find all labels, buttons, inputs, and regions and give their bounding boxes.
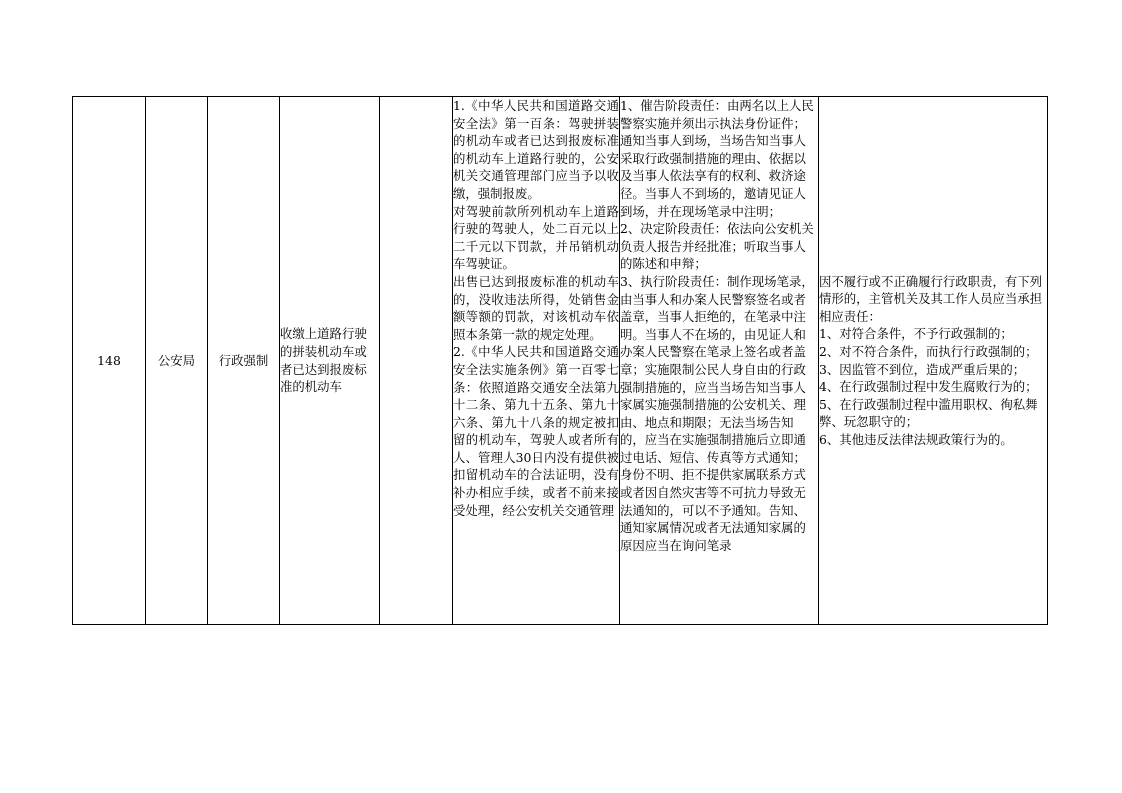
legal-basis-cell — [453, 97, 620, 625]
legal-basis-paragraph: 2.《中华人民共和国道路交通安全法实施条例》第一百零七条：依照道路交通安全法第九十二条、第九十五条、第九十六条、第九十八条的规定被扣留的机动车，驾驶人或者所有人、管理人30日内没有提供被扣留机动车的合法证明，没有补办相应手续，或者不前来接受处理，经公安机关交通管理 — [453, 344, 619, 518]
liability-paragraph: 6、其他违反法律法规政策行为的。 — [819, 431, 1013, 447]
liability-paragraph: 5、在行政强制过程中滥用职权、徇私舞弊、玩忽职守的； — [819, 396, 1038, 430]
legal-basis-paragraph: 1.《中华人民共和国道路交通安全法》第一百条：驾驶拼装的机动车或者已达到报废标准的机动车上道路行驶的，公安机关交通管理部门应当予以收缴，强制报废。 — [453, 98, 619, 201]
department-cell — [146, 97, 208, 625]
liability-paragraph: 2、对不符合条件，而执行行政强制的； — [819, 343, 1038, 359]
responsibility-table — [72, 96, 1048, 625]
sub-item-cell — [380, 97, 453, 625]
item-number-cell — [73, 97, 146, 625]
liability-paragraph: 4、在行政强制过程中发生腐败行为的； — [819, 379, 1038, 395]
liability-paragraph: 因不履行或不正确履行行政职责，有下列情形的，主管机关及其工作人员应当承担相应责任： — [819, 273, 1043, 324]
liability-paragraph: 3、因监管不到位，造成严重后果的； — [819, 361, 1026, 377]
liability-paragraph: 1、对符合条件，不予行政强制的； — [819, 326, 1013, 342]
duty-paragraph: 3、执行阶段责任：制作现场笔录，由当事人和办案人民警察签名或者盖章，当事人拒绝的，在笔录中注明。当事人不在场的，由见证人和办案人民警察在笔录上签名或者盖章；实施限制公民人身自由的行政强制措施的，应当当场告知当事人家属实施强制措施的公安机关、理由、地点和期限；无法当场告知的，应当在实施强制措施后立即通过电话、短信、传真等方式通知；身份不明、拒不提供家属联系方式或者因自然灾害等不可抗力导致无法通知的，可以不予通知。告知、通知家属情况或者无法通知家属的原因应当在询问笔录 — [620, 273, 814, 553]
item-number: 148 — [97, 352, 121, 368]
category-cell — [208, 97, 280, 625]
item-name: 收缴上道路行驶的拼装机动车或者已达到报废标准的机动车 — [280, 326, 367, 395]
duties-cell — [620, 97, 819, 625]
table-row — [73, 97, 1048, 625]
power-category: 行政强制 — [218, 352, 269, 368]
legal-basis-paragraph: 出售已达到报废标准的机动车的，没收违法所得，处销售金额等额的罚款，对该机动车依照本条第一款的规定处理。 — [453, 273, 619, 342]
duty-paragraph: 2、决定阶段责任：依法向公安机关负责人报告并经批准；听取当事人的陈述和申辩； — [620, 221, 814, 272]
duty-paragraph: 1、催告阶段责任：由两名以上人民警察实施并须出示执法身份证件；通知当事人到场，当场告知当事人采取行政强制措施的理由、依据以及当事人依法享有的权利、救济途径。当事人不到场的，邀请见证人到场，并在现场笔录中注明； — [620, 98, 814, 219]
liability-cell — [819, 97, 1048, 625]
item-name-cell — [280, 97, 380, 625]
department: 公安局 — [157, 352, 196, 368]
legal-basis-paragraph: 对驾驶前款所列机动车上道路行驶的驾驶人，处二百元以上二千元以下罚款，并吊销机动车驾驶证。 — [453, 203, 619, 272]
